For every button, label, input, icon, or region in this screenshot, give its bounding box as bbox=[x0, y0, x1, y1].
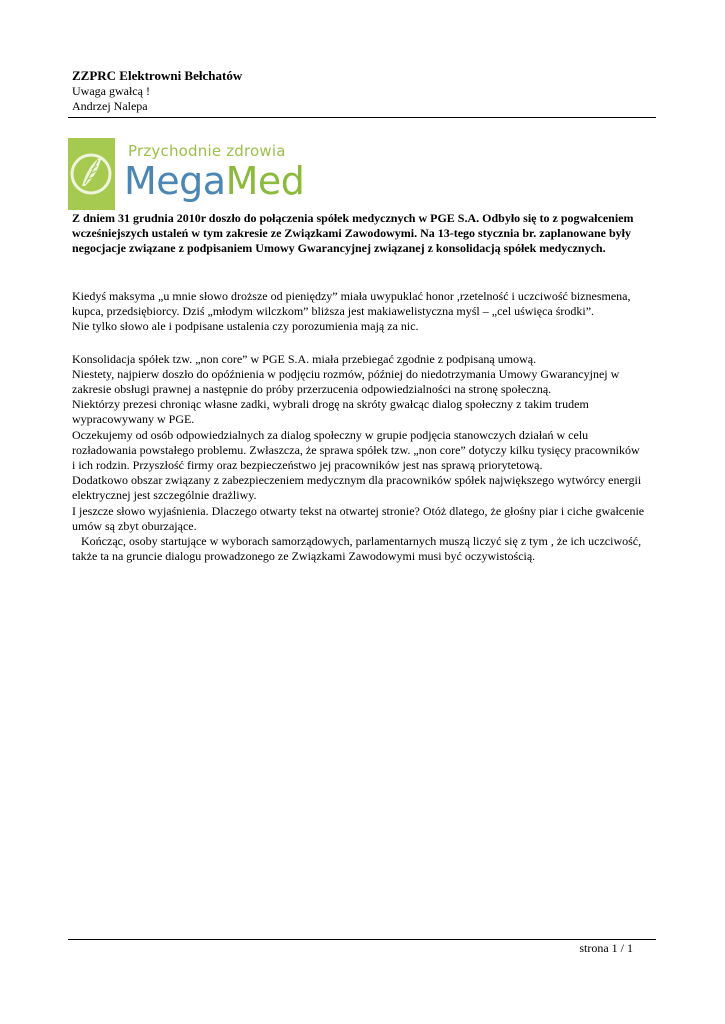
body-line: Niektórzy prezesi chroniąc własne zadki, wybrali drogę na skróty gwałcąc dialog społeczny z takim trudem bbox=[72, 397, 589, 412]
lead-paragraph bbox=[72, 211, 656, 257]
body-line: rozładowania powstałego problemu. Zwłaszcza, że sprawa spółek tzw. „non core” dotyczy kilku tysięcy pracowników bbox=[72, 442, 640, 457]
header-divider bbox=[68, 117, 656, 118]
body-line: wypracowywany w PGE. bbox=[72, 412, 195, 427]
author-name: Andrzej Nalepa bbox=[72, 99, 148, 113]
organization-name: ZZPRC Elektrowni Bełchatów bbox=[72, 68, 243, 83]
logo-tagline: Przychodnie zdrowia bbox=[128, 142, 286, 160]
body-line: elektrycznej jest szczególnie drażliwy. bbox=[72, 488, 257, 503]
paragraph-gap bbox=[72, 335, 656, 352]
page-number: strona 1 / 1 bbox=[579, 941, 633, 955]
document-subtitle: Uwaga gwałcą ! bbox=[72, 84, 150, 98]
lead-line: Z dniem 31 grudnia 2010r doszło do połączenia spółek medycznych w PGE S.A. Odbyło się to z pogwałceniem bbox=[72, 211, 634, 225]
body-line: Oczekujemy od osób odpowiedzialnych za dialog społeczny w grupie podjęcia stanowczych działań w celu bbox=[72, 427, 589, 442]
leaf-emblem-icon bbox=[68, 138, 115, 210]
document-body bbox=[72, 289, 656, 564]
body-line: Konsolidacja spółek tzw. „non core” w PGE S.A. miała przebiegać zgodnie z podpisaną umową. bbox=[72, 351, 537, 366]
footer-divider bbox=[68, 939, 656, 940]
body-line: umów są zbyt oburzające. bbox=[72, 518, 197, 533]
body-line: Nie tylko słowo ale i podpisane ustalenia czy porozumienia mają za nic. bbox=[72, 319, 419, 334]
logo-brand bbox=[124, 156, 304, 206]
document-header bbox=[72, 68, 656, 114]
megamed-logo bbox=[68, 138, 304, 210]
body-line: kupca, przedsiębiorcy. Dziś „młodym wilczkom” bliższa jest makiawelistyczna myśl – „cel uświęca środki”. bbox=[72, 304, 595, 319]
logo-brand-mega: Mega bbox=[124, 159, 226, 203]
body-line: i ich rodzin. Przyszłość firmy oraz bezpieczeństwo jej pracowników jest nas sprawą priorytetową. bbox=[72, 458, 543, 473]
lead-line: wcześniejszych ustaleń w tym zakresie ze Związkami Zawodowymi. Na 13-tego stycznia br. zaplanowane były bbox=[72, 226, 631, 241]
body-line: Kończąc, osoby startujące w wyborach samorządowych, parlamentarnych muszą liczyć się z tym , że ich uczciwość, bbox=[72, 534, 642, 549]
lead-line: negocjacje związane z podpisaniem Umowy Gwarancyjnej związanej z konsolidacją spółek medycznych. bbox=[72, 241, 606, 256]
body-line: Niestety, najpierw doszło do opóźnienia w podjęciu rozmów, później do niedotrzymania Umowy Gwarancyjnej w bbox=[72, 366, 620, 381]
body-line: także ta na gruncie dialogu prowadzonego ze Związkami Zawodowymi musi być oczywistością. bbox=[72, 549, 536, 564]
body-line: zakresie obsługi prawnej a następnie do próby przerzucenia odpowiedzialności na stronę społeczną. bbox=[72, 382, 552, 397]
body-line: I jeszcze słowo wyjaśnienia. Dlaczego otwarty tekst na otwartej stronie? Otóż dlatego, że głośny piar i ciche gwałcenie bbox=[72, 503, 645, 518]
body-line: Kiedyś maksyma „u mnie słowo droższe od pieniędzy” miała uwypuklać honor ,rzetelność i uczciwość biznesmena, bbox=[72, 289, 631, 303]
logo-brand-med: Med bbox=[225, 159, 304, 203]
body-line: Dodatkowo obszar związany z zabezpieczeniem medycznym dla pracowników spółek największego wytwórcy energii bbox=[72, 473, 642, 488]
